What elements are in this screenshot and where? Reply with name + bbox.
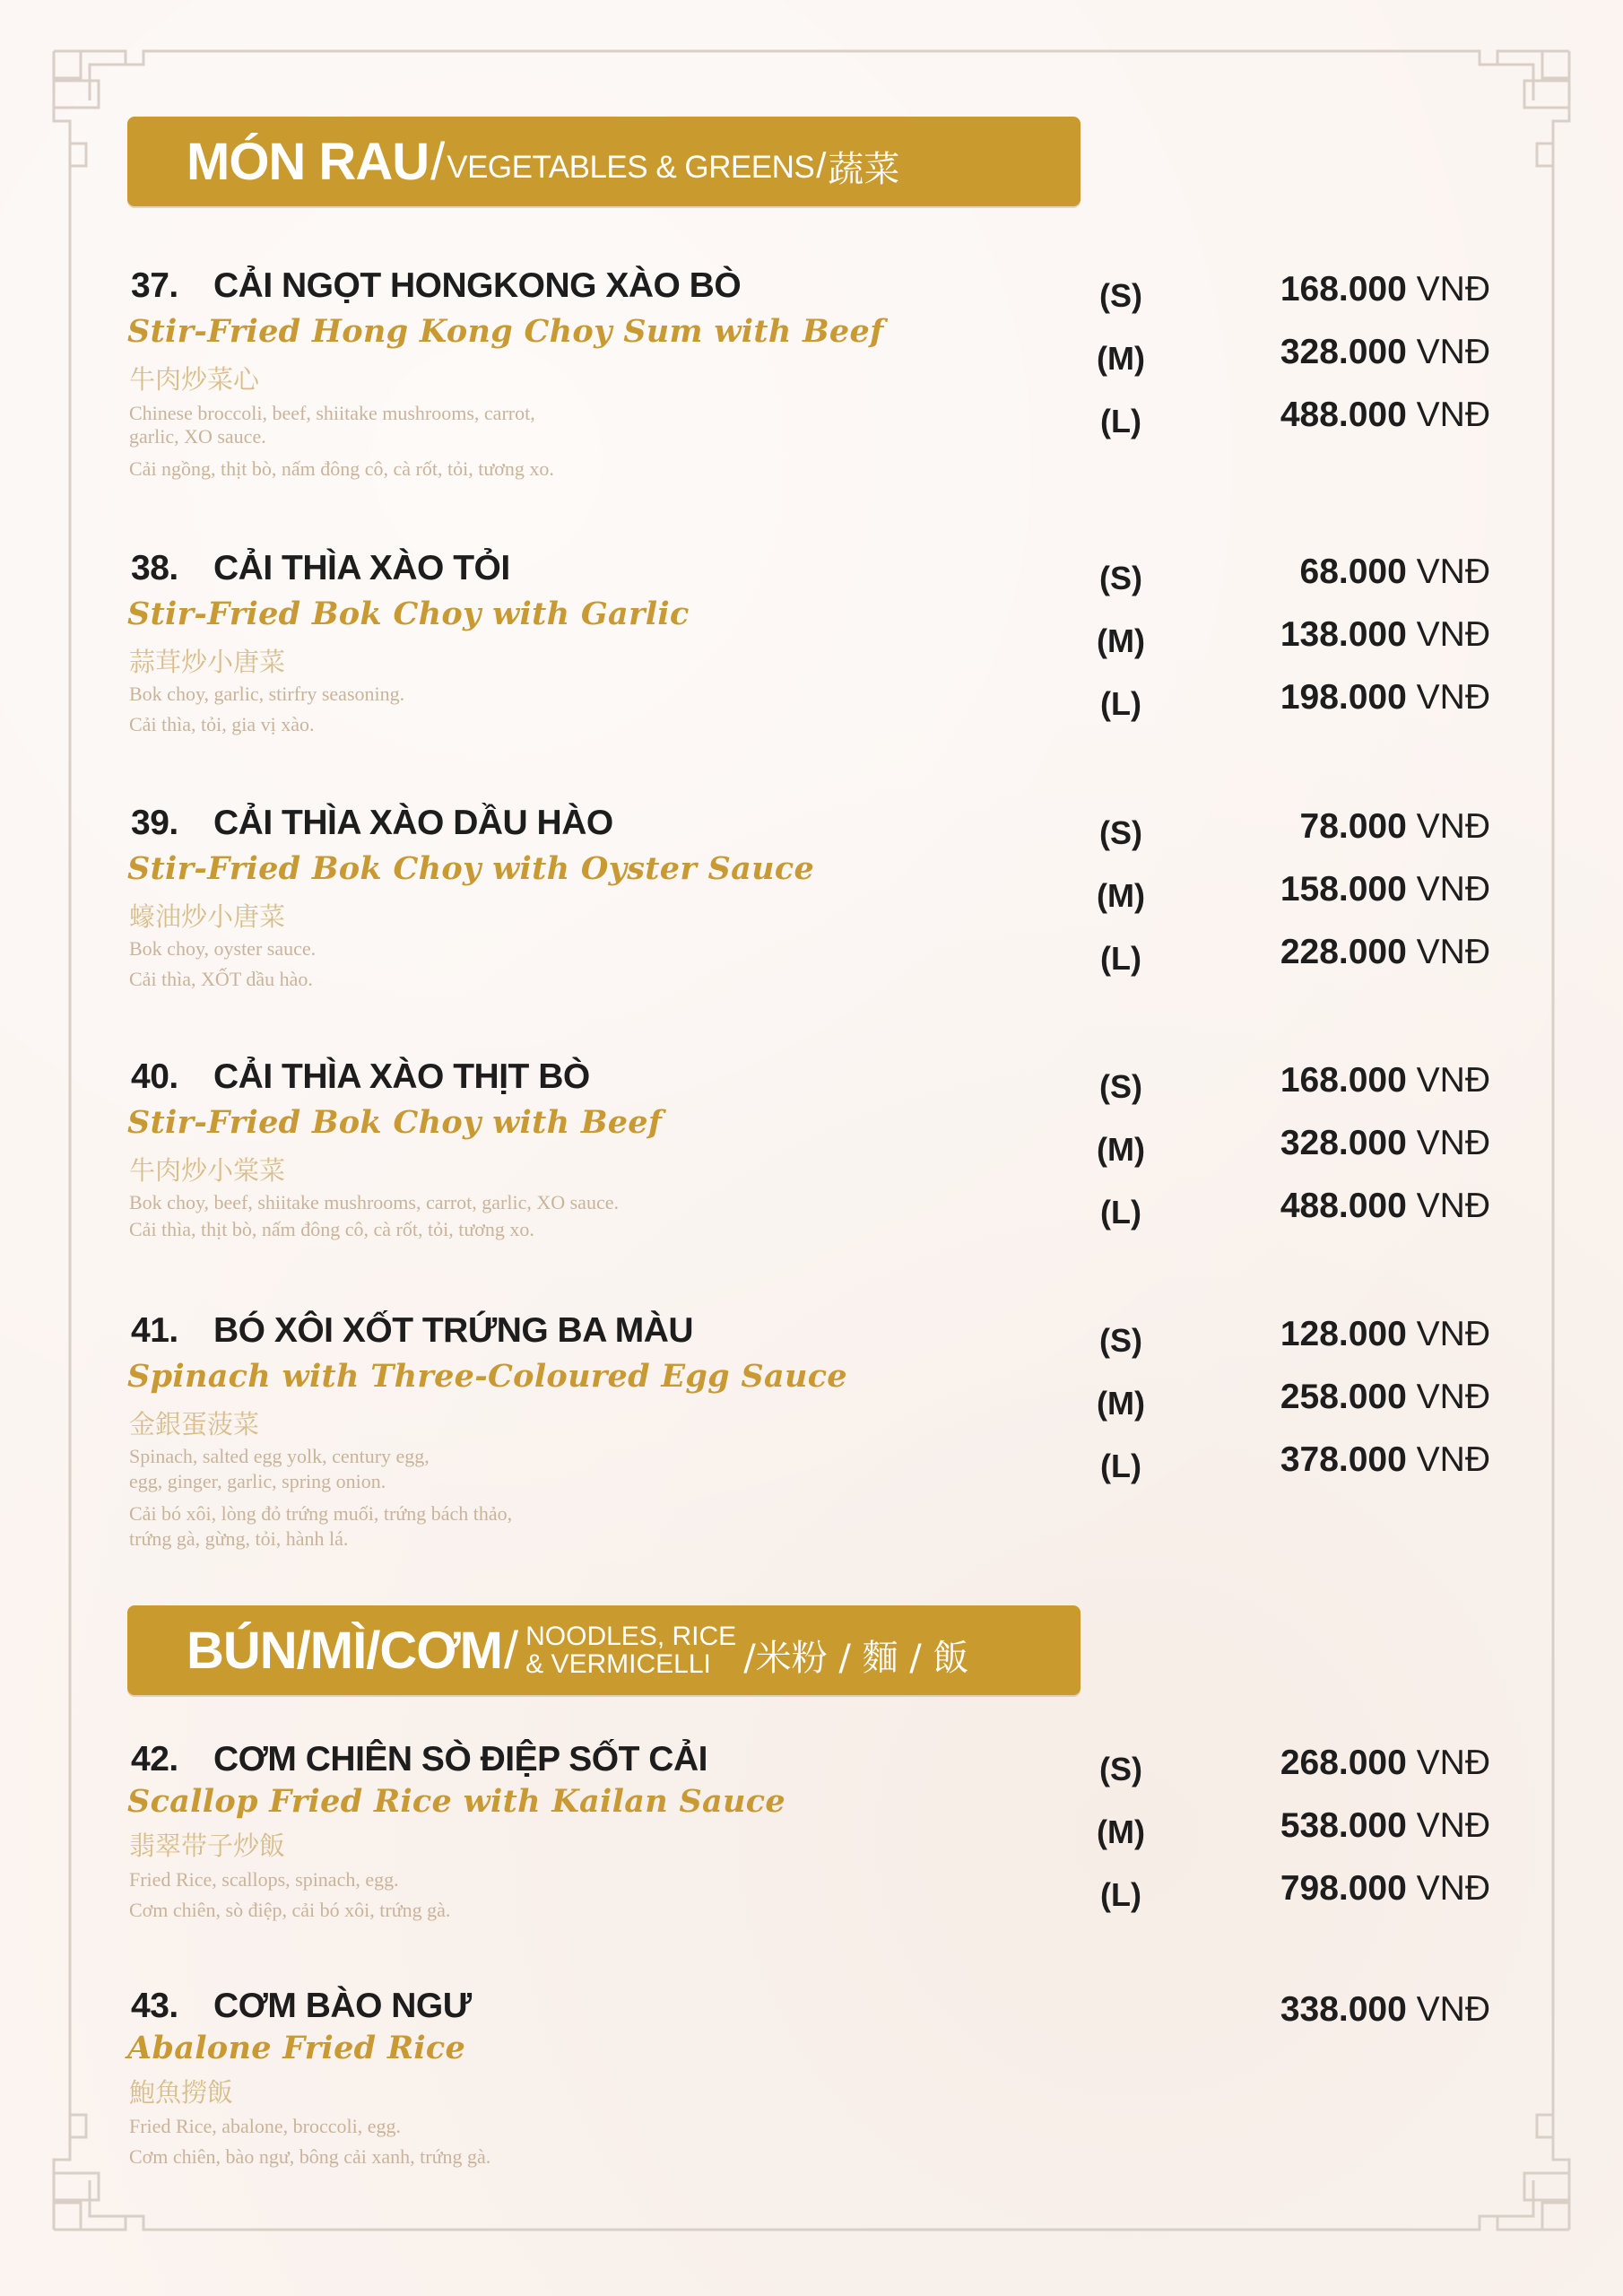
item-desc-vi: trứng gà, gừng, tỏi, hành lá. bbox=[129, 1527, 349, 1550]
item-name-en: Stir-Fried Hong Kong Choy Sum with Beef bbox=[127, 313, 884, 350]
size-label-m: (M) bbox=[1097, 1131, 1145, 1168]
item-desc-en: garlic, XO sauce. bbox=[129, 425, 266, 448]
currency: VNĐ bbox=[1416, 552, 1490, 591]
price-m bbox=[1221, 333, 1490, 372]
price-amount: 488.000 bbox=[1280, 396, 1407, 434]
price-l bbox=[1221, 1869, 1490, 1909]
section-title-main: MÓN RAU bbox=[187, 132, 430, 191]
size-label-s: (S) bbox=[1099, 277, 1142, 314]
currency: VNĐ bbox=[1416, 1869, 1490, 1908]
item-title bbox=[131, 1740, 707, 1779]
section-title-main: BÚN/MÌ/CƠM bbox=[187, 1621, 502, 1680]
price-amount: 338.000 bbox=[1280, 1990, 1407, 2029]
banner-divider: / bbox=[430, 132, 446, 191]
price-amount: 128.000 bbox=[1280, 1315, 1407, 1353]
item-desc-vi: Cải ngồng, thịt bò, nấm đông cô, cà rốt, tỏi, tương xo. bbox=[129, 457, 554, 480]
item-desc-en: egg, ginger, garlic, spring onion. bbox=[129, 1470, 386, 1492]
item-number: 39. bbox=[131, 804, 178, 842]
section-title-cn: 蔬菜 bbox=[828, 148, 900, 190]
currency: VNĐ bbox=[1416, 1315, 1490, 1353]
item-number: 40. bbox=[131, 1057, 178, 1096]
item-desc-en: Bok choy, oyster sauce. bbox=[129, 937, 317, 960]
size-label-m: (M) bbox=[1097, 340, 1145, 377]
price-single bbox=[1221, 1990, 1490, 2030]
size-label-l: (L) bbox=[1100, 1876, 1141, 1913]
currency: VNĐ bbox=[1416, 270, 1490, 309]
item-name-vi: CƠM CHIÊN SÒ ĐIỆP SỐT CẢI bbox=[213, 1740, 707, 1779]
item-title bbox=[131, 266, 741, 306]
price-amount: 228.000 bbox=[1280, 933, 1407, 971]
size-label-l: (L) bbox=[1100, 940, 1141, 977]
price-amount: 68.000 bbox=[1299, 552, 1407, 591]
currency: VNĐ bbox=[1416, 678, 1490, 717]
item-name-cn: 金銀蛋菠菜 bbox=[129, 1409, 260, 1439]
price-amount: 378.000 bbox=[1280, 1440, 1407, 1479]
item-title bbox=[131, 1311, 693, 1351]
size-label-s: (S) bbox=[1099, 560, 1142, 596]
item-title bbox=[131, 549, 510, 588]
price-m bbox=[1221, 870, 1490, 909]
size-label-m: (M) bbox=[1097, 1813, 1145, 1850]
currency: VNĐ bbox=[1416, 1806, 1490, 1845]
item-desc-en: Bok choy, beef, shiitake mushrooms, carrot, garlic, XO sauce. bbox=[129, 1191, 619, 1213]
price-amount: 168.000 bbox=[1280, 1061, 1407, 1100]
size-label-l: (L) bbox=[1100, 1194, 1141, 1231]
price-amount: 258.000 bbox=[1280, 1378, 1407, 1416]
size-label-l: (L) bbox=[1100, 685, 1141, 722]
currency: VNĐ bbox=[1416, 1744, 1490, 1782]
price-amount: 78.000 bbox=[1299, 807, 1407, 846]
price-amount: 328.000 bbox=[1280, 1124, 1407, 1162]
price-l bbox=[1221, 933, 1490, 972]
size-label-s: (S) bbox=[1099, 1751, 1142, 1787]
item-name-vi: CẢI NGỌT HONGKONG XÀO BÒ bbox=[213, 266, 742, 305]
price-l bbox=[1221, 678, 1490, 718]
price-amount: 198.000 bbox=[1280, 678, 1407, 717]
banner-divider: / bbox=[816, 145, 827, 186]
item-name-cn: 翡翠带子炒飯 bbox=[129, 1831, 286, 1861]
item-name-vi: CẢI THÌA XÀO TỎI bbox=[213, 549, 510, 587]
item-name-cn: 牛肉炒小棠菜 bbox=[129, 1155, 286, 1186]
currency: VNĐ bbox=[1416, 870, 1490, 909]
section-banner-vegetables bbox=[127, 117, 1081, 206]
section-title-sub-line: & VERMICELLI bbox=[525, 1649, 711, 1679]
price-s bbox=[1221, 807, 1490, 847]
item-desc-vi: Cơm chiên, sò điệp, cải bó xôi, trứng gà. bbox=[129, 1899, 451, 1921]
item-title bbox=[131, 1057, 590, 1097]
item-name-cn: 鮑魚撈飯 bbox=[129, 2077, 234, 2108]
size-label-m: (M) bbox=[1097, 1385, 1145, 1422]
item-desc-en: Chinese broccoli, beef, shiitake mushrooms, carrot, bbox=[129, 402, 535, 424]
item-desc-vi: Cải bó xôi, lòng đỏ trứng muối, trứng bách thảo, bbox=[129, 1502, 513, 1525]
item-desc-vi: Cơm chiên, bào ngư, bông cải xanh, trứng gà. bbox=[129, 2145, 491, 2168]
currency: VNĐ bbox=[1416, 333, 1490, 371]
price-s bbox=[1221, 552, 1490, 592]
item-name-en: Abalone Fried Rice bbox=[127, 2030, 466, 2066]
item-number: 38. bbox=[131, 549, 178, 587]
section-banner-noodles-rice bbox=[127, 1605, 1081, 1695]
item-desc-en: Fried Rice, scallops, spinach, egg. bbox=[129, 1868, 399, 1891]
price-s bbox=[1221, 1744, 1490, 1783]
price-amount: 538.000 bbox=[1280, 1806, 1407, 1845]
item-desc-en: Bok choy, garlic, stirfry seasoning. bbox=[129, 683, 405, 705]
price-amount: 168.000 bbox=[1280, 270, 1407, 309]
size-label-s: (S) bbox=[1099, 1322, 1142, 1359]
item-desc-vi: Cải thìa, thịt bò, nấm đông cô, cà rốt, tỏi, tương xo. bbox=[129, 1218, 534, 1240]
item-desc-en: Spinach, salted egg yolk, century egg, bbox=[129, 1445, 430, 1467]
item-title bbox=[131, 1987, 472, 2026]
price-s bbox=[1221, 1061, 1490, 1100]
price-m bbox=[1221, 1378, 1490, 1417]
item-desc-vi: Cải thìa, tỏi, gia vị xào. bbox=[129, 713, 315, 735]
size-label-m: (M) bbox=[1097, 877, 1145, 914]
size-label-m: (M) bbox=[1097, 622, 1145, 659]
item-number: 43. bbox=[131, 1987, 178, 2025]
item-number: 41. bbox=[131, 1311, 178, 1350]
price-m bbox=[1221, 1806, 1490, 1846]
banner-divider: / bbox=[504, 1621, 519, 1680]
item-name-cn: 蒜茸炒小唐菜 bbox=[129, 647, 286, 677]
item-desc-en: Fried Rice, abalone, broccoli, egg. bbox=[129, 2115, 402, 2137]
item-name-en: Stir-Fried Bok Choy with Oyster Sauce bbox=[127, 850, 815, 887]
currency: VNĐ bbox=[1416, 1124, 1490, 1162]
item-name-en: Scallop Fried Rice with Kailan Sauce bbox=[127, 1783, 785, 1820]
item-name-vi: BÓ XÔI XỐT TRỨNG BA MÀU bbox=[213, 1311, 694, 1350]
price-s bbox=[1221, 270, 1490, 309]
size-label-l: (L) bbox=[1100, 1448, 1141, 1484]
item-desc-vi: Cải thìa, XỐT dầu hào. bbox=[129, 968, 313, 990]
currency: VNĐ bbox=[1416, 1440, 1490, 1479]
price-amount: 488.000 bbox=[1280, 1187, 1407, 1225]
price-l bbox=[1221, 1187, 1490, 1226]
item-title bbox=[131, 804, 613, 843]
price-amount: 268.000 bbox=[1280, 1744, 1407, 1782]
currency: VNĐ bbox=[1416, 1061, 1490, 1100]
currency: VNĐ bbox=[1416, 1187, 1490, 1225]
currency: VNĐ bbox=[1416, 615, 1490, 654]
section-title-sub bbox=[525, 1622, 736, 1678]
item-name-vi: CẢI THÌA XÀO THỊT BÒ bbox=[213, 1057, 590, 1096]
currency: VNĐ bbox=[1416, 933, 1490, 971]
item-name-en: Stir-Fried Bok Choy with Beef bbox=[127, 1104, 663, 1141]
item-name-cn: 蠔油炒小唐菜 bbox=[129, 901, 286, 932]
item-number: 37. bbox=[131, 266, 178, 305]
section-title-sub: VEGETABLES & GREENS bbox=[447, 150, 815, 185]
size-label-s: (S) bbox=[1099, 814, 1142, 851]
item-name-en: Stir-Fried Bok Choy with Garlic bbox=[127, 596, 690, 632]
price-amount: 798.000 bbox=[1280, 1869, 1407, 1908]
item-name-vi: CƠM BÀO NGƯ bbox=[213, 1987, 472, 2025]
price-amount: 138.000 bbox=[1280, 615, 1407, 654]
size-label-l: (L) bbox=[1100, 403, 1141, 439]
item-name-vi: CẢI THÌA XÀO DẦU HÀO bbox=[213, 804, 613, 842]
currency: VNĐ bbox=[1416, 807, 1490, 846]
price-l bbox=[1221, 1440, 1490, 1480]
price-m bbox=[1221, 615, 1490, 655]
price-l bbox=[1221, 396, 1490, 435]
price-amount: 158.000 bbox=[1280, 870, 1407, 909]
price-s bbox=[1221, 1315, 1490, 1354]
currency: VNĐ bbox=[1416, 396, 1490, 434]
price-amount: 328.000 bbox=[1280, 333, 1407, 371]
item-name-cn: 牛肉炒菜心 bbox=[129, 364, 260, 395]
section-title-sub-line: NOODLES, RICE bbox=[525, 1622, 737, 1651]
item-name-en: Spinach with Three-Coloured Egg Sauce bbox=[127, 1358, 847, 1395]
section-title-cn: /米粉 / 麵 / 飯 bbox=[743, 1637, 969, 1679]
size-label-s: (S) bbox=[1099, 1068, 1142, 1105]
currency: VNĐ bbox=[1416, 1378, 1490, 1416]
currency: VNĐ bbox=[1416, 1990, 1490, 2029]
price-m bbox=[1221, 1124, 1490, 1163]
item-number: 42. bbox=[131, 1740, 178, 1779]
